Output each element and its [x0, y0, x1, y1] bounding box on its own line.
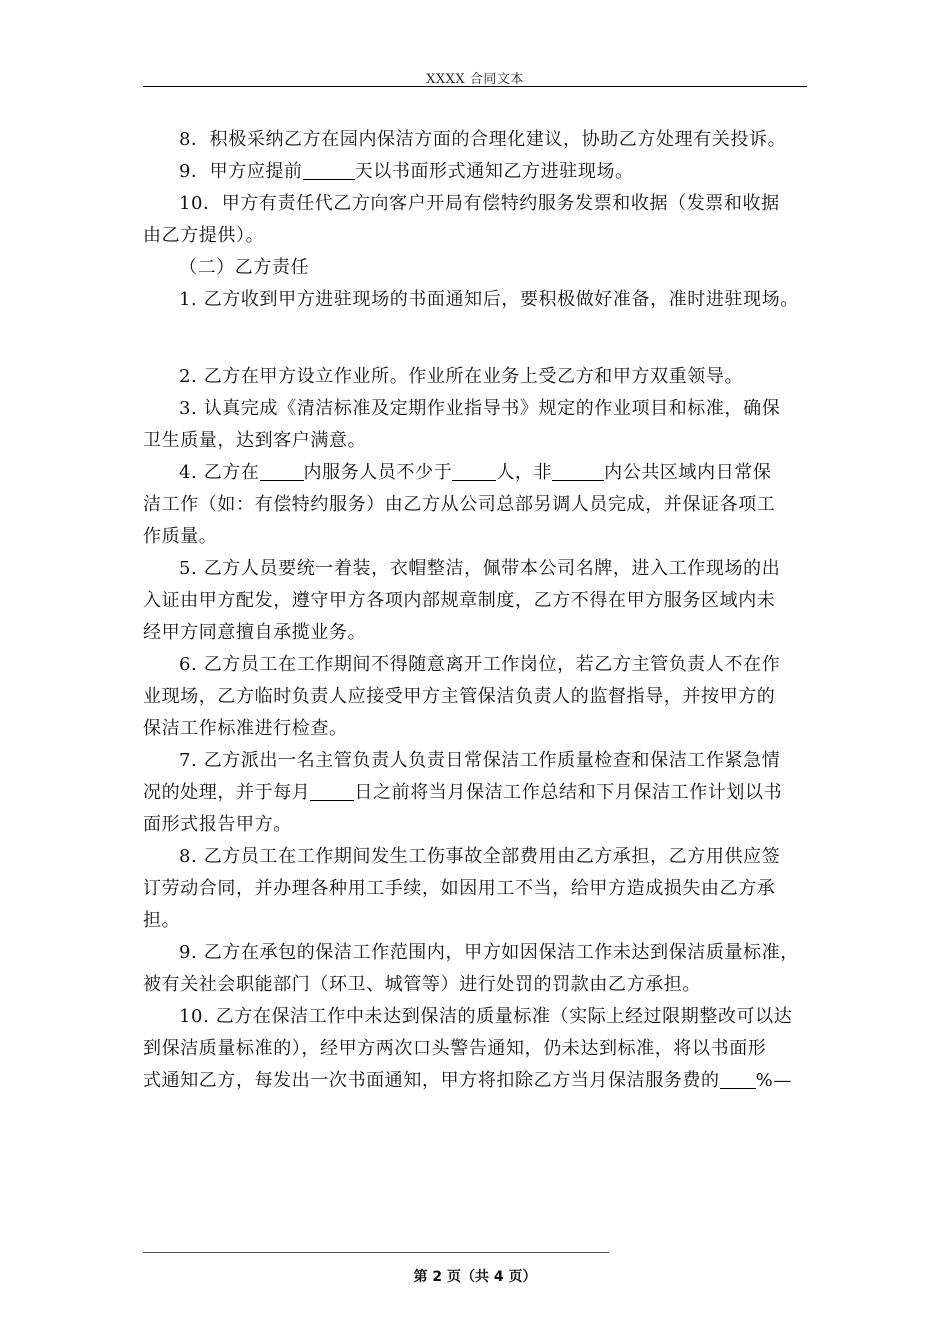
clause-b7-text-2: 日之前将当月保洁工作总结和下月保洁工作计划以书: [354, 782, 783, 803]
clause-b4-line-3: 作质量。: [143, 526, 218, 547]
document-body: [143, 124, 807, 1097]
header-divider: [143, 86, 807, 87]
clause-b4-text-3: 人，非: [496, 462, 553, 483]
clause-b7-line-1: 7. 乙方派出一名主管负责人负责日常保洁工作质量检查和保洁工作紧急情: [179, 750, 781, 771]
clause-b8-line-3: 担。: [143, 910, 181, 931]
clause-a10-line-2: 由乙方提供）。: [143, 225, 265, 246]
clause-b9-line-1: 9. 乙方在承包的保洁工作范围内，甲方如因保洁工作未达到保洁质量标准，: [179, 942, 799, 963]
clause-a8: 8．积极采纳乙方在园内保洁方面的合理化建议，协助乙方处理有关投诉。: [179, 129, 787, 150]
clause-b10-line-3: [143, 1065, 807, 1097]
clause-b9-line-2: 被有关社会职能部门（环卫、城管等）进行处罚的罚款由乙方承担。: [143, 974, 701, 995]
clause-b4-text-4: 内公共区域内日常保: [604, 462, 772, 483]
clause-a10-line-1: 10．甲方有责任代乙方向客户开局有偿特约服务发票和收据（发票和收据: [179, 193, 780, 214]
page-header-title: XXXX 合同文本: [426, 72, 524, 87]
clause-a9: [143, 156, 807, 188]
clause-b8-line-2: 订劳动合同，并办理各种用工手续，如因用工不当，给甲方造成损失由乙方承: [143, 878, 776, 899]
clause-b8: [143, 841, 807, 937]
clause-b6-line-1: 6. 乙方员工在工作期间不得随意离开工作岗位，若乙方主管负责人不在作: [179, 654, 781, 675]
clause-b4-text-1: 4. 乙方在: [179, 462, 260, 483]
clause-b3: [143, 393, 807, 457]
clause-b10-text-2: %—: [755, 1070, 792, 1091]
clause-b6-line-2: 业现场，乙方临时负责人应接受甲方主管保洁负责人的监督指导，并按甲方的: [143, 686, 776, 707]
clause-b6-line-3: 保洁工作标准进行检查。: [143, 718, 348, 739]
blank-field: [720, 1070, 756, 1089]
clause-b4-line-2: 洁工作（如：有偿特约服务）由乙方从公司总部另调人员完成，并保证各项工: [143, 494, 776, 515]
clause-b6: [143, 649, 807, 745]
blank-field: [310, 782, 354, 801]
page-number: 第 2 页（共 4 页）: [413, 1269, 537, 1285]
footer-divider: [143, 1252, 609, 1253]
blank-field: [452, 462, 496, 481]
spacer: [143, 316, 807, 361]
clause-b5-line-2: 入证由甲方配发，遵守甲方各项内部规章制度，乙方不得在甲方服务区域内未: [143, 590, 776, 611]
clause-b7: [143, 745, 807, 841]
blank-field: [552, 462, 604, 481]
clause-b10-line-2: 到保洁质量标准的），经甲方两次口头警告通知，仍未达到标准，将以书面形: [143, 1038, 767, 1059]
clause-a9-text-2: 天以书面形式通知乙方进驻现场。: [354, 161, 634, 182]
clause-b9: [143, 937, 807, 1001]
clause-b4-text-2: 内服务人员不少于: [303, 462, 453, 483]
clause-b7-line-3: 面形式报告甲方。: [143, 814, 292, 835]
clause-a9-text-1: 9．甲方应提前: [179, 161, 303, 182]
clause-b3-line-1: 3. 认真完成《清洁标准及定期作业指导书》规定的作业项目和标准，确保: [179, 398, 781, 419]
clause-b4: [143, 457, 807, 553]
clause-b1: 1. 乙方收到甲方进驻现场的书面通知后，要积极做好准备，准时进驻现场。: [179, 289, 799, 310]
blank-field: [260, 462, 304, 481]
clause-b5-line-1: 5. 乙方人员要统一着装，衣帽整洁，佩带本公司名牌，进入工作现场的出: [179, 558, 781, 579]
clause-b10-text-1: 式通知乙方，每发出一次书面通知，甲方将扣除乙方当月保洁服务费的: [143, 1070, 720, 1091]
clause-b7-text-1: 况的处理，并于每月: [143, 782, 311, 803]
clause-b10: [143, 1001, 807, 1097]
blank-field: [303, 161, 355, 180]
clause-b3-line-2: 卫生质量，达到客户满意。: [143, 430, 367, 451]
clause-b5: [143, 553, 807, 649]
clause-b10-line-1: 10. 乙方在保洁工作中未达到保洁的质量标准（实际上经过限期整改可以达: [179, 1006, 793, 1027]
clause-a10: [143, 188, 807, 252]
clause-b7-line-2: [143, 777, 807, 809]
clause-b8-line-1: 8. 乙方员工在工作期间发生工伤事故全部费用由乙方承担，乙方用供应签: [179, 846, 781, 867]
clause-b5-line-3: 经甲方同意擅自承揽业务。: [143, 622, 367, 643]
clause-b4-line-1: [143, 457, 807, 489]
section-heading: （二）乙方责任: [179, 257, 310, 278]
clause-b2: 2. 乙方在甲方设立作业所。作业所在业务上受乙方和甲方双重领导。: [179, 366, 744, 387]
